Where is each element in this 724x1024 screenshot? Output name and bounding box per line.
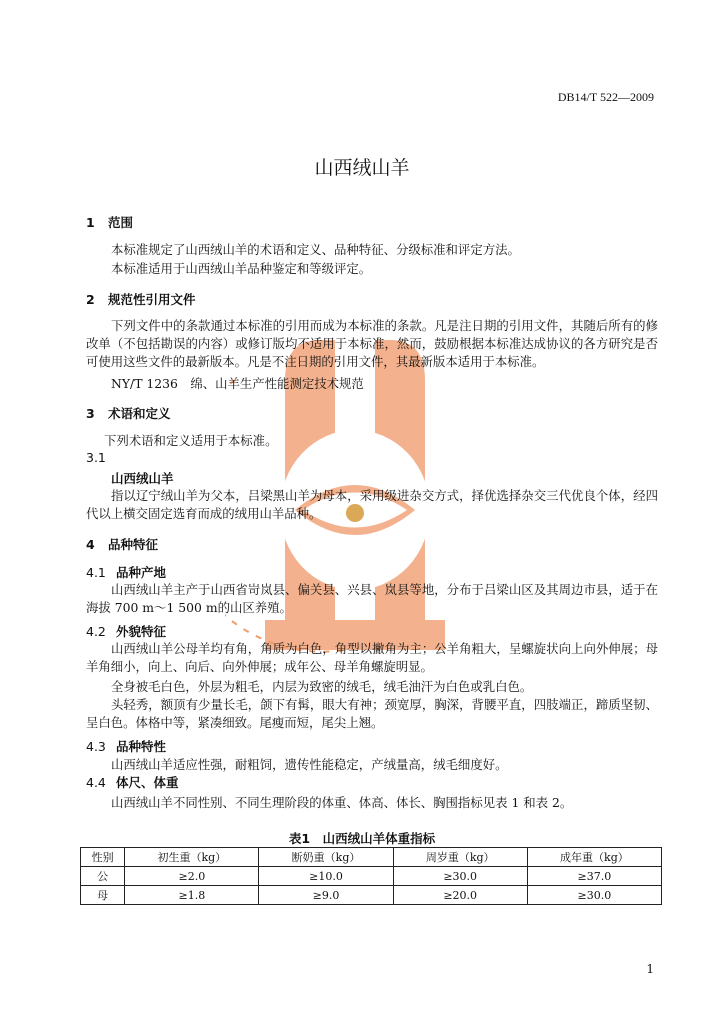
subsection-4-3-heading [86,737,166,755]
paragraph: 本标准适用于山西绒山羊品种鉴定和等级评定。 [111,261,372,276]
section-title: 品种产地 [116,565,167,580]
section-1-heading [86,213,133,231]
table-row [81,867,662,886]
paragraph: 下列术语和定义适用于本标准。 [104,433,278,448]
table-cell: ≥20.0 [393,886,527,905]
table-cell: ≥30.0 [393,867,527,886]
subsection-4-1-heading [86,563,166,581]
column-header: 成年重（kg） [527,848,661,867]
table-row [81,886,662,905]
table-cell: ≥2.0 [125,867,259,886]
paragraph: 下列文件中的条款通过本标准的引用而成为本标准的条款。凡是注日期的引用文件，其随后所有的修改单（不包括勘误的内容）或修订版均不适用于本标准，然而，鼓励根据本标准达成协议的各方研究是否可使用这些文件的最新版本。凡是不注日期的引用文件，其最新版本适用于本标准。 [86,318,658,369]
document-title: 山西绒山羊 [314,157,410,179]
section-title: 品种特性 [116,739,167,754]
column-header: 断奶重（kg） [259,848,393,867]
section-number: 4.2 [86,624,106,639]
column-header: 周岁重（kg） [393,848,527,867]
section-title: 外貌特征 [116,624,167,639]
table-cell: 母 [81,886,125,905]
paragraph: 全身被毛白色，外层为粗毛，内层为致密的绒毛，绒毛油汗为白色或乳白色。 [111,679,533,694]
section-title: 体尺、体重 [116,775,179,790]
paragraph: 山西绒山羊不同性别、不同生理阶段的体重、体高、体长、胸围指标见表 1 和表 2。 [111,795,573,810]
term-title: 山西绒山羊 [111,471,174,486]
table-cell: 公 [81,867,125,886]
column-header: 初生重（kg） [125,848,259,867]
subsection-4-2-heading [86,622,166,640]
section-3-heading [86,404,171,422]
section-number: 4.1 [86,565,106,580]
section-number: 4.3 [86,739,106,754]
subsection-4-4-heading [86,773,179,791]
normative-reference: NY/T 1236 绵、山羊生产性能测定技术规范 [111,376,364,391]
section-number: 3 [86,406,95,421]
section-2-heading [86,290,196,308]
section-title: 规范性引用文件 [108,292,196,307]
section-number: 2 [86,292,95,307]
paragraph: 本标准规定了山西绒山羊的术语和定义、品种特征、分级标准和评定方法。 [111,242,520,257]
term-definition: 指以辽宁绒山羊为父本，吕梁黑山羊为母本，采用级进杂交方式，择优选择杂交三代优良个体，经四代以上横交固定选育而成的绒用山羊品种。 [86,488,658,521]
section-title: 术语和定义 [108,406,171,421]
table-header-row [81,848,662,867]
weight-table [80,847,662,905]
document-code: DB14/T 522—2009 [557,90,654,104]
table-cell: ≥30.0 [527,886,661,905]
table-cell: ≥1.8 [125,886,259,905]
table-caption: 表1 山西绒山羊体重指标 [288,831,436,846]
paragraph: 山西绒山羊适应性强，耐粗饲，遗传性能稳定，产绒量高，绒毛细度好。 [111,757,508,772]
page-number: 1 [646,962,654,976]
paragraph: 山西绒山羊主产于山西省岢岚县、偏关县、兴县、岚县等地，分布于吕梁山区及其周边市县，适于在海拔 700 m～1 500 m的山区养殖。 [86,582,658,615]
table-cell: ≥9.0 [259,886,393,905]
section-number: 1 [86,215,95,230]
section-number: 4.4 [86,775,106,790]
clause-number: 3.1 [86,450,106,465]
table-cell: ≥10.0 [259,867,393,886]
column-header: 性别 [81,848,125,867]
section-title: 品种特征 [108,537,159,552]
section-title: 范围 [108,215,134,230]
table-cell: ≥37.0 [527,867,661,886]
paragraph: 山西绒山羊公母羊均有角，角质为白色，角型以撇角为主；公羊角粗大，呈螺旋状向上向外伸展；母羊角细小，向上、向后、向外伸展；成年公、母羊角螺旋明显。 [86,641,658,674]
section-number: 4 [86,537,95,552]
section-4-heading [86,535,158,553]
paragraph: 头轻秀，额顶有少量长毛，颌下有髯，眼大有神；颈宽厚，胸深，背腰平直，四肢端正，蹄质坚韧、呈白色。体格中等，紧凑细致。尾瘦而短，尾尖上翘。 [86,697,658,730]
